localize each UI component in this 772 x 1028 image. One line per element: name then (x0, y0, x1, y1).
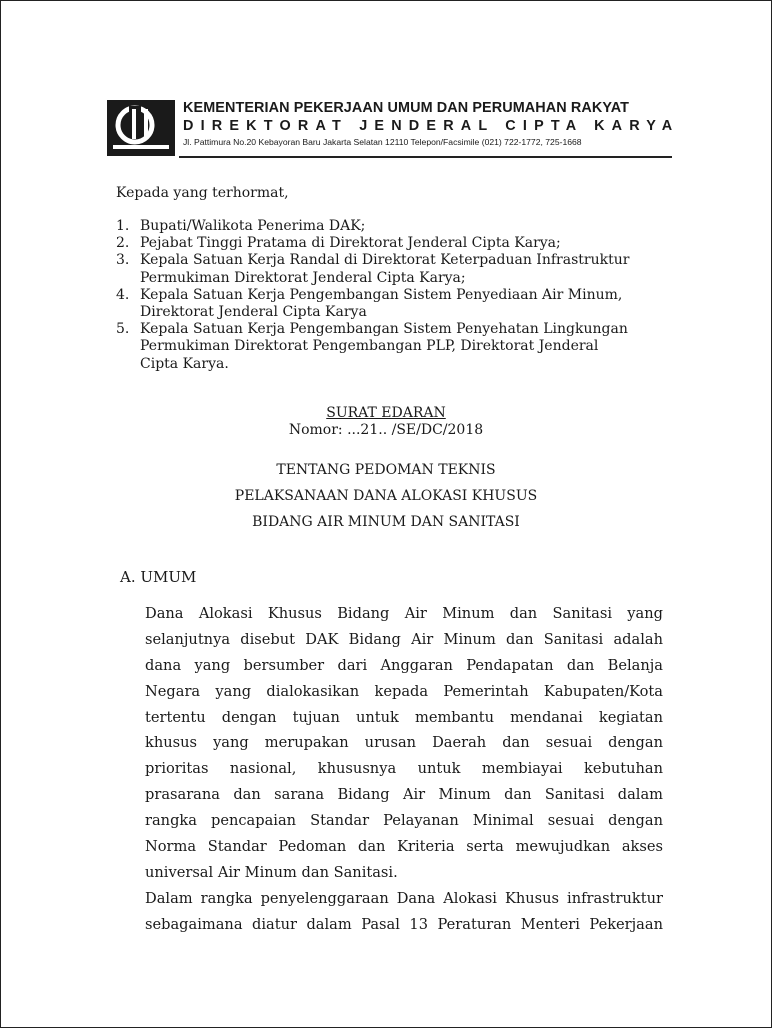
ministry-logo-icon (107, 100, 175, 156)
paragraph-line: Dalam rangka penyelenggaraan Dana Alokasi Khusus infrastruktur (145, 890, 663, 907)
letterhead-text (183, 100, 680, 148)
addressee-line: Kepala Satuan Kerja Randal di Direktorat Keterpaduan Infrastruktur (140, 252, 630, 269)
addressee-item (116, 252, 629, 286)
paragraph-line: Negara yang dialokasikan kepada Pemerintah Kabupaten/Kota (145, 682, 663, 700)
subject-line: TENTANG PEDOMAN TEKNIS (276, 462, 496, 478)
subject-line: PELAKSANAAN DANA ALOKASI KHUSUS (234, 488, 538, 504)
addressee-item (116, 235, 629, 252)
paragraph-line: prioritas nasional, khususnya untuk membiayai kebutuhan (145, 760, 663, 778)
addressee-number: 5. (116, 321, 130, 338)
addressee-number: 2. (116, 235, 130, 252)
paragraph-line: rangka pencapaian Standar Pelayanan Minimal sesuai dengan (145, 812, 663, 830)
addressee-item (116, 218, 629, 235)
ministry-name: KEMENTERIAN PEKERJAAN UMUM DAN PERUMAHAN RAKYAT (183, 100, 630, 116)
paragraph-line: selanjutnya disebut DAK Bidang Air Minum dan Sanitasi adalah (145, 630, 663, 648)
office-address: Jl. Pattimura No.20 Kebayoran Baru Jakarta Selatan 12110 Telepon/Facsimile (021) 722-1772, 725-1668 (183, 137, 582, 147)
subject-line: BIDANG AIR MINUM DAN SANITASI (252, 514, 520, 530)
paragraph-line: prasarana dan sarana Bidang Air Minum dan Sanitasi dalam (145, 786, 663, 804)
addressee-line: Direktorat Jenderal Cipta Karya (140, 304, 367, 321)
paragraph-line: sebagaimana diatur dalam Pasal 13 Peraturan Menteri Pekerjaan (145, 915, 663, 933)
directorate-name: DIREKTORAT JENDERAL CIPTA KARYA (183, 118, 680, 134)
paragraph-line: tertentu dengan tujuan untuk membantu mendanai kegiatan (145, 708, 663, 726)
addressee-list (116, 218, 629, 373)
addressee-number: 4. (116, 286, 130, 303)
paragraph-implementation (145, 886, 663, 938)
addressee-line: Pejabat Tinggi Pratama di Direktorat Jenderal Cipta Karya; (140, 235, 561, 252)
paragraph-line: Dana Alokasi Khusus Bidang Air Minum dan Sanitasi yang (145, 605, 663, 622)
addressee-line: Cipta Karya. (140, 355, 229, 372)
circular-number: Nomor: ...21.. /SE/DC/2018 (288, 422, 484, 438)
paragraph-line: khusus yang merupakan urusan Daerah dan sesuai dengan (145, 734, 663, 752)
paragraph-line: Norma Standar Pedoman dan Kriteria serta mewujudkan akses (145, 838, 663, 856)
addressee-line: Kepala Satuan Kerja Pengembangan Sistem Penyediaan Air Minum, (140, 286, 623, 303)
addressee-number: 1. (116, 218, 130, 234)
addressee-line: Permukiman Direktorat Jenderal Cipta Karya; (140, 269, 466, 286)
circular-title: SURAT EDARAN (326, 405, 446, 421)
paragraph-line: universal Air Minum dan Sanitasi. (145, 863, 398, 881)
salutation: Kepada yang terhormat, (116, 185, 289, 201)
addressee-number: 3. (116, 252, 130, 269)
addressee-line: Kepala Satuan Kerja Pengembangan Sistem Penyehatan Lingkungan (140, 321, 628, 338)
addressee-line: Bupati/Walikota Penerima DAK; (140, 218, 366, 234)
paragraph-line: dana yang bersumber dari Anggaran Pendapatan dan Belanja (145, 656, 663, 674)
letterhead (107, 100, 680, 158)
addressee-item (116, 321, 629, 373)
paragraph-general (145, 601, 663, 886)
circular-subject (1, 457, 771, 535)
addressee-line: Permukiman Direktorat Pengembangan PLP, Direktorat Jenderal (140, 338, 599, 355)
addressee-item (116, 287, 629, 321)
circular-title-block (1, 405, 771, 439)
letterhead-rule (179, 156, 672, 158)
section-heading: A. UMUM (120, 568, 197, 586)
